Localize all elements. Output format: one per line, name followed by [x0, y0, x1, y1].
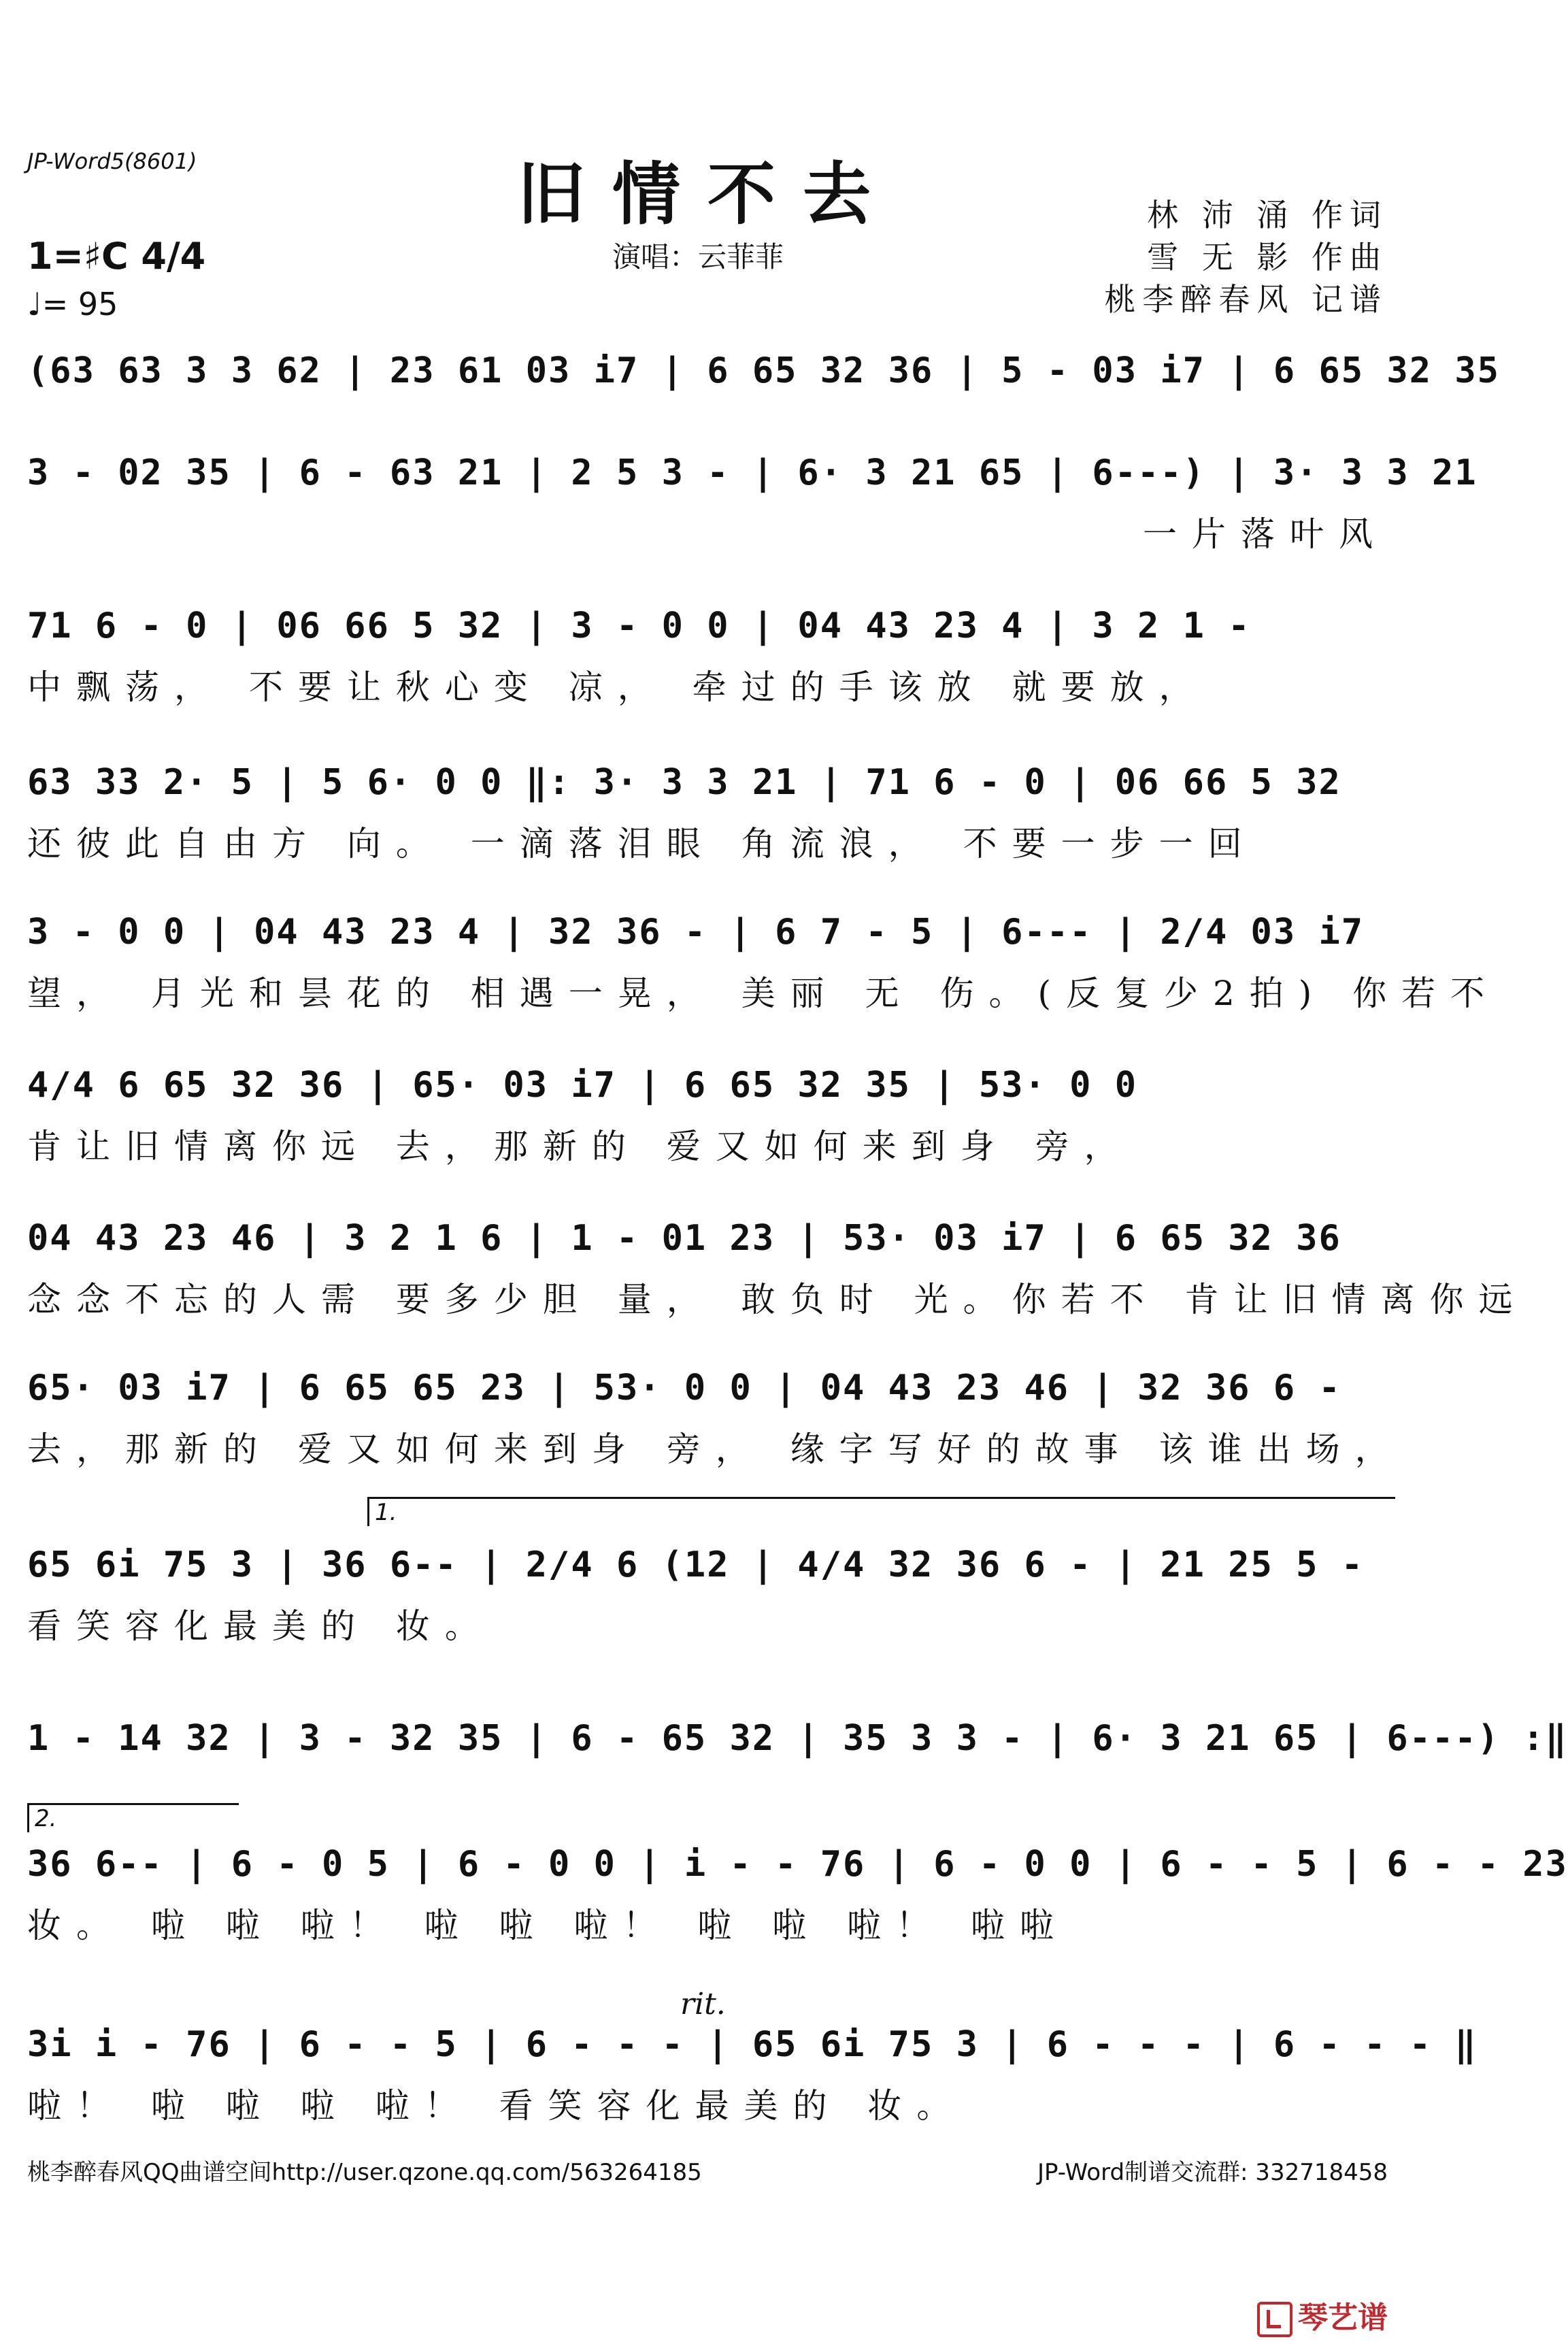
song-title: 旧情不去 [517, 154, 898, 234]
lyric-line: 妆。 啦 啦 啦！ 啦 啦 啦！ 啦 啦 啦！ 啦啦 [27, 1906, 1069, 1945]
lyric-line: 去，那新的 爱又如何来到身 旁， 缘字写好的故事 该谁出场， [27, 1430, 1404, 1469]
site-logo [1257, 2293, 1388, 2337]
lyric-line: 念念不忘的人需 要多少胆 量， 敢负时 光。你若不 肯让旧情离你远 [27, 1280, 1528, 1319]
notation-line: 04 43 23 46 | 3 2 1 6 | 1 - 01 23 | 53· 03 i7 | 6 65 32 36 [27, 1218, 1341, 1259]
tempo-marking: ♩= 95 [27, 286, 118, 323]
ritardando-marking: rit. [680, 1987, 726, 2021]
notation-line: 3 - 0 0 | 04 43 23 4 | 32 36 - | 6 7 - 5 | 6--- | 2/4 03 i7 [27, 912, 1365, 953]
lyric-line: 中飘荡， 不要让秋心变 凉， 牵过的手该放 就要放， [27, 667, 1208, 707]
lyric-line: 望， 月光和昙花的 相遇一晃， 美丽 无 伤。(反复少2拍) 你若不 [27, 974, 1500, 1013]
credits [1104, 194, 1388, 320]
singer-label: 演唱：云菲菲 [612, 240, 784, 274]
lyricist-credit: 林 沛 涌 作词 [1147, 197, 1388, 233]
notation-line: 71 6 - 0 | 06 66 5 32 | 3 - 0 0 | 04 43 23 4 | 3 2 1 - [27, 606, 1251, 646]
notation-line: (63 63 3 3 62 | 23 61 03 i7 | 6 65 32 36 | 5 - 03 i7 | 6 65 32 35 [27, 350, 1500, 391]
notation-line: 65· 03 i7 | 6 65 65 23 | 53· 0 0 | 04 43 23 46 | 32 36 6 - [27, 1368, 1341, 1408]
notation-line: 4/4 6 65 32 36 | 65· 03 i7 | 6 65 32 35 | 53· 0 0 [27, 1065, 1138, 1106]
notation-line: 3i i - 76 | 6 - - 5 | 6 - - - | 65 6i 75 3 | 6 - - - | 6 - - - ‖ [27, 2024, 1478, 2065]
notation-line: 36 6-- | 6 - 0 5 | 6 - 0 0 | i - - 76 | 6 - 0 0 | 6 - - 5 | 6 - - 23 [27, 1844, 1568, 1885]
composer-credit: 雪 无 影 作曲 [1147, 239, 1388, 276]
volta-bracket-1: 1. [367, 1497, 1395, 1526]
footer-source-link[interactable]: 桃李醉春风QQ曲谱空间http://user.qzone.qq.com/563264185 [27, 2159, 702, 2186]
notation-line: 65 6i 75 3 | 36 6-- | 2/4 6 (12 | 4/4 32 36 6 - | 21 25 5 - [27, 1544, 1365, 1585]
notation-line: 3 - 02 35 | 6 - 63 21 | 2 5 3 - | 6· 3 21 65 | 6---) | 3· 3 3 21 [27, 452, 1478, 493]
lyric-line: 啦！ 啦 啦 啦 啦！ 看笑容化最美的 妆。 [27, 2086, 966, 2126]
key-signature: 1=♯C 4/4 [27, 235, 206, 278]
notation-line: 63 33 2· 5 | 5 6· 0 0 ‖: 3· 3 3 21 | 71 6 - 0 | 06 66 5 32 [27, 762, 1341, 803]
volta-bracket-2: 2. [27, 1803, 239, 1832]
lyric-line: 一片落叶风 [1143, 514, 1388, 554]
software-label: JP-Word5(8601) [27, 148, 197, 174]
notation-line: 1 - 14 32 | 3 - 32 35 | 6 - 65 32 | 35 3 3 - | 6· 3 21 65 | 6---) :‖ [27, 1718, 1568, 1759]
lyric-line: 看笑容化最美的 妆。 [27, 1606, 494, 1646]
footer-group-info: JP-Word制谱交流群: 332718458 [1037, 2159, 1388, 2186]
lyric-line: 还彼此自由方 向。 一滴落泪眼 角流浪， 不要一步一回 [27, 824, 1257, 863]
logo-text: 琴艺谱 [1298, 2300, 1388, 2335]
transcriber-credit: 桃李醉春风 记谱 [1104, 281, 1388, 318]
lyric-line: 肯让旧情离你远 去，那新的 爱又如何来到身 旁， [27, 1127, 1133, 1166]
logo-icon [1257, 2302, 1292, 2337]
